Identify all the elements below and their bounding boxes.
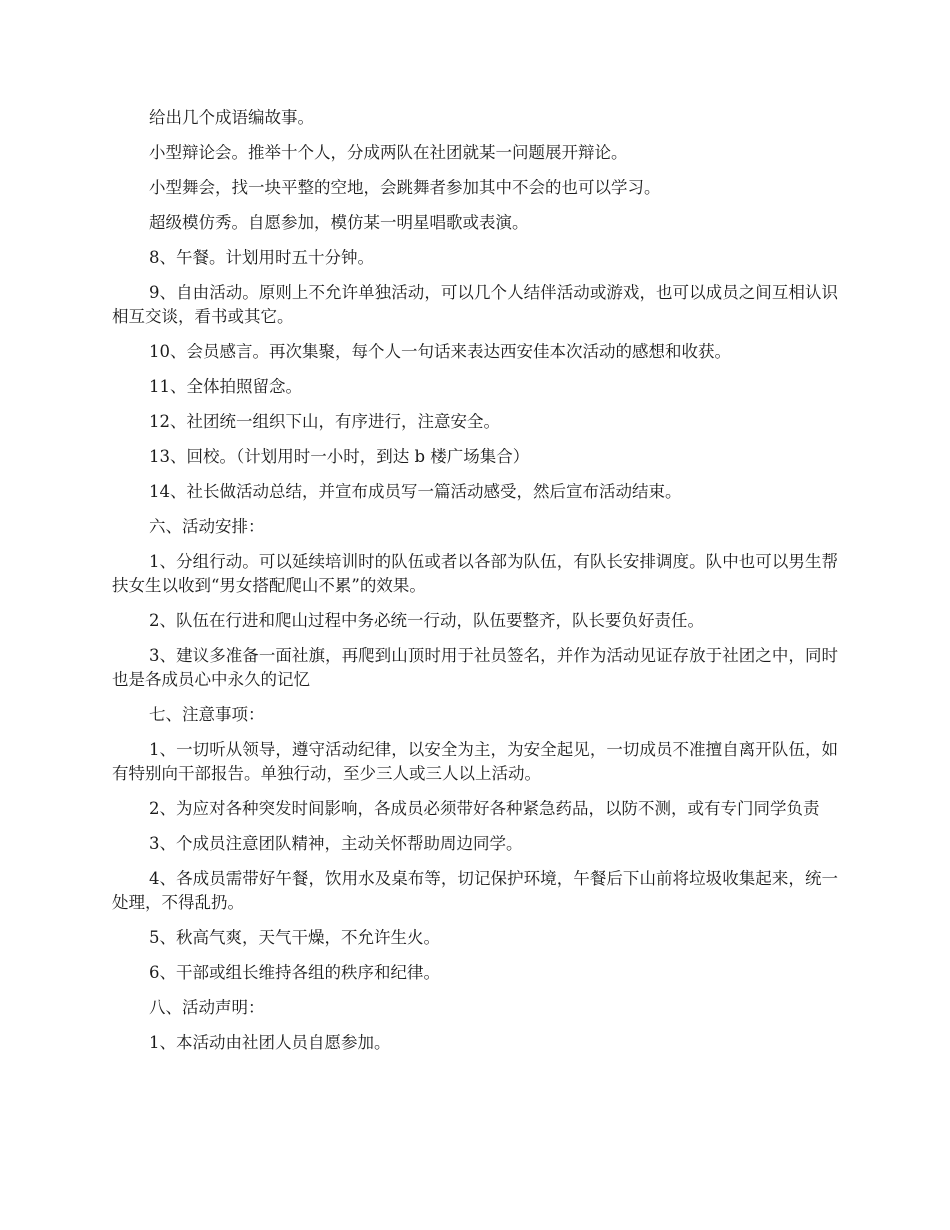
paragraph-notes-2: 2、为应对各种突发时间影响，各成员必须带好各种紧急药品，以防不测，或有专门同学负责: [149, 799, 820, 818]
paragraph-free-activity: 9、自由活动。原则上不允许单独活动，可以几个人结伴活动或游戏，也可以成员之间互相认识相互交谈，看书或其它。: [112, 283, 838, 326]
paragraph-group-photo: 11、全体拍照留念。: [149, 377, 302, 396]
paragraph-notes-1: 1、一切听从领导，遵守活动纪律，以安全为主，为安全起见，一切成员不准擅自离开队伍，如有特别向干部报告。单独行动，至少三人或三人以上活动。: [112, 740, 838, 783]
paragraph-arrangement-2: 2、队伍在行进和爬山过程中务必统一行动，队伍要整齐，队长要负好责任。: [149, 611, 704, 630]
section-heading-statement: 八、活动声明：: [149, 998, 265, 1017]
paragraph-notes-6: 6、干部或组长维持各组的秩序和纪律。: [149, 963, 440, 982]
section-heading-notes: 七、注意事项：: [149, 705, 265, 724]
paragraph-lunch: 8、午餐。计划用时五十分钟。: [149, 248, 374, 267]
paragraph-arrangement-1: 1、分组行动。可以延续培训时的队伍或者以各部为队伍，有队长安排调度。队中也可以男生帮扶女生以收到“男女搭配爬山不累”的效果。: [112, 552, 838, 595]
paragraph-notes-3: 3、个成员注意团队精神，主动关怀帮助周边同学。: [149, 834, 523, 853]
paragraph-return: 13、回校。（计划用时一小时，到达 b 楼广场集合）: [149, 447, 530, 466]
paragraph-notes-4: 4、各成员需带好午餐，饮用水及桌布等，切记保护环境，午餐后下山前将垃圾收集起来，统一处理，不得乱扔。: [112, 869, 838, 912]
paragraph-debate: 小型辩论会。推举十个人，分成两队在社团就某一问题展开辩论。: [149, 143, 628, 162]
paragraph-notes-5: 5、秋高气爽，天气干燥，不允许生火。: [149, 928, 440, 947]
paragraph-member-remarks: 10、会员感言。再次集聚，每个人一句话来表达西安佳本次活动的感想和收获。: [149, 342, 731, 361]
section-heading-arrangement: 六、活动安排：: [149, 517, 265, 536]
paragraph-arrangement-3: 3、建议多准备一面社旗，再爬到山顶时用于社员签名，并作为活动见证存放于社团之中，同时也是各成员心中永久的记忆: [112, 646, 838, 689]
paragraph-statement-1: 1、本活动由社团人员自愿参加。: [149, 1033, 391, 1052]
paragraph-idiom-story: 给出几个成语编故事。: [149, 108, 314, 127]
paragraph-dance: 小型舞会，找一块平整的空地，会跳舞者参加其中不会的也可以学习。: [149, 178, 661, 197]
paragraph-descend: 12、社团统一组织下山，有序进行，注意安全。: [149, 412, 500, 431]
paragraph-imitation-show: 超级模仿秀。自愿参加，模仿某一明星唱歌或表演。: [149, 213, 529, 232]
paragraph-summary: 14、社长做活动总结，并宣布成员写一篇活动感受，然后宣布活动结束。: [149, 482, 682, 501]
